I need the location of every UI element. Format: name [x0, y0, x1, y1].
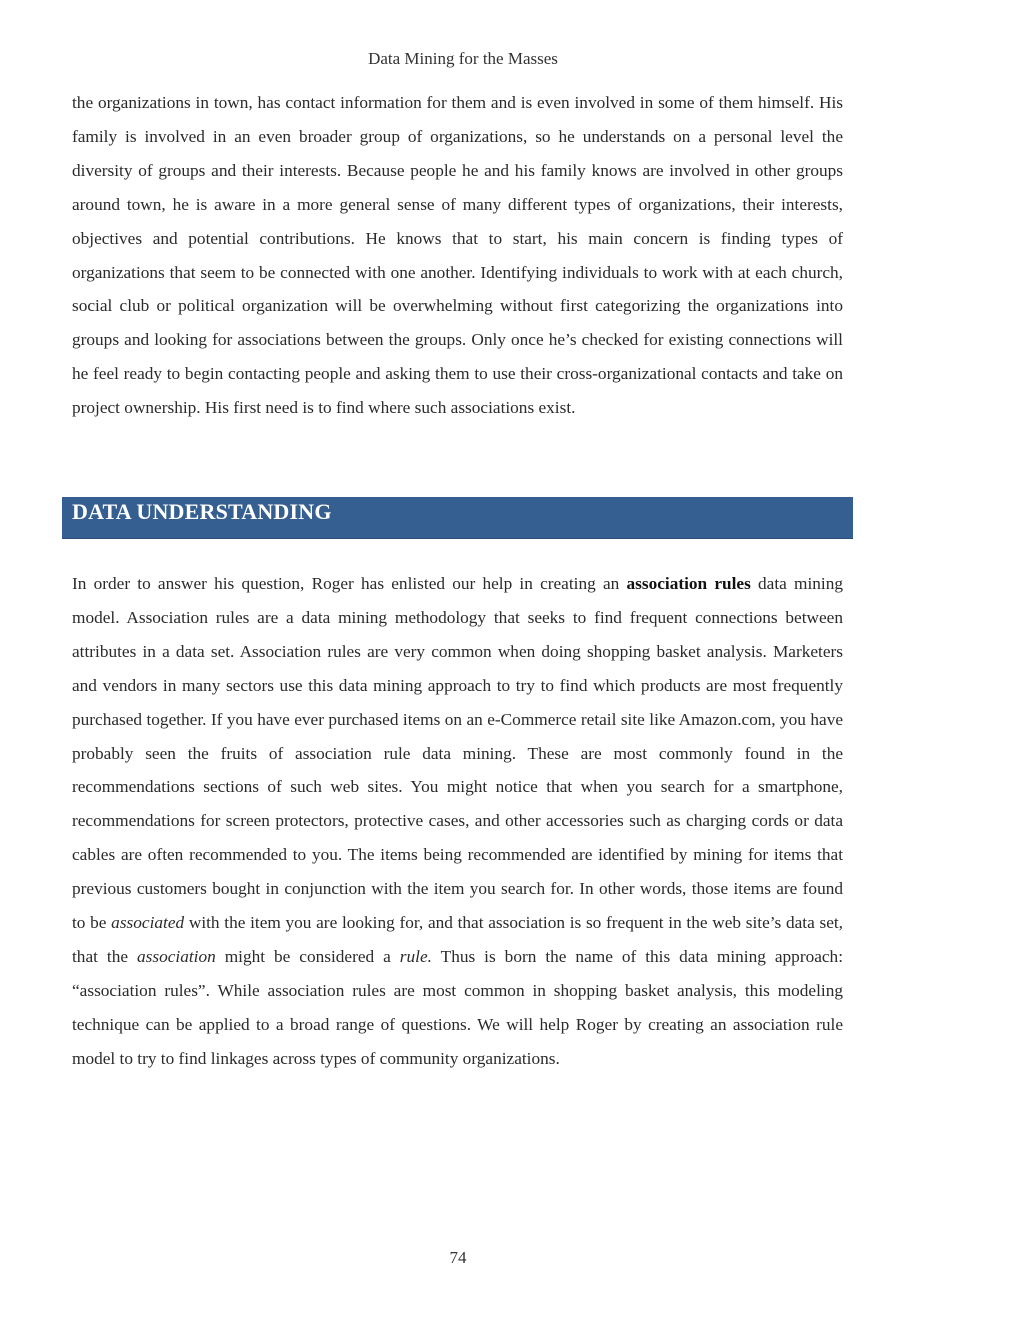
text-run: data mining model. Association rules are a data mining methodology that seeks to find frequent connections between attributes in a data set. Association rules are very common when doing shopping basket analysis. Marketers and vendors in many sectors use this data mining approach to try to find which products are most frequently purchased together. If you have ever purchased items on an e-Commerce retail site like Amazon.com, you have probably seen the fruits of association rule data mining. These are most commonly found in the recommendations sections of such web sites. You might notice that when you search for a smartphone, recommendations for screen protectors, protective cases, and other accessories such as charging cords or data cables are often recommended to you. The items being recommended are identified by mining for items that previous customers bought in conjunction with the item you search for. In other words, those items are found to be: [72, 574, 844, 933]
text-run: Thus is born the name of this data mining approach: “association rules”. While association rules are most common in shopping basket analysis, this modeling technique can be applied to a broad range of questions. We will help Roger by creating an association rule model to try to find linkages across types of community organizations.: [72, 946, 844, 1068]
running-header: Data Mining for the Masses: [368, 49, 558, 68]
italic-term-rule: rule.: [399, 946, 432, 966]
bold-term-association-rules: association rules: [626, 574, 751, 593]
data-understanding-paragraph: [72, 567, 843, 1076]
italic-term-association: association: [137, 946, 216, 966]
italic-term-associated: associated: [111, 913, 185, 933]
text-run: In order to answer his question, Roger has enlisted our help in creating an: [72, 574, 627, 593]
text-run: with the item you are looking for, and that association is so frequent in the web site’s data set, that the: [72, 913, 843, 966]
section-heading: DATA UNDERSTANDING: [72, 499, 332, 524]
text-run: might be considered a: [215, 946, 400, 966]
intro-paragraph: the organizations in town, has contact information for them and is even involved in some of them himself. His family is involved in an even broader group of organizations, so he understands on a personal level the diversity of groups and their interests. Because people he and his family knows are involved in other groups around town, he is aware in a more general sense of many different types of organizations, their interests, objectives and potential contributions. He knows that to start, his main concern is finding types of organizations that seem to be connected with one another. Identifying individuals to work with at each church, social club or political organization will be overwhelming without first categorizing the organizations into groups and looking for associations between the groups. Only once he’s checked for existing connections will he feel ready to begin contacting people and asking them to use their cross-organizational contacts and take on project ownership. His first need is to find where such associations exist.: [72, 93, 843, 418]
page-number: 74: [449, 1248, 467, 1267]
